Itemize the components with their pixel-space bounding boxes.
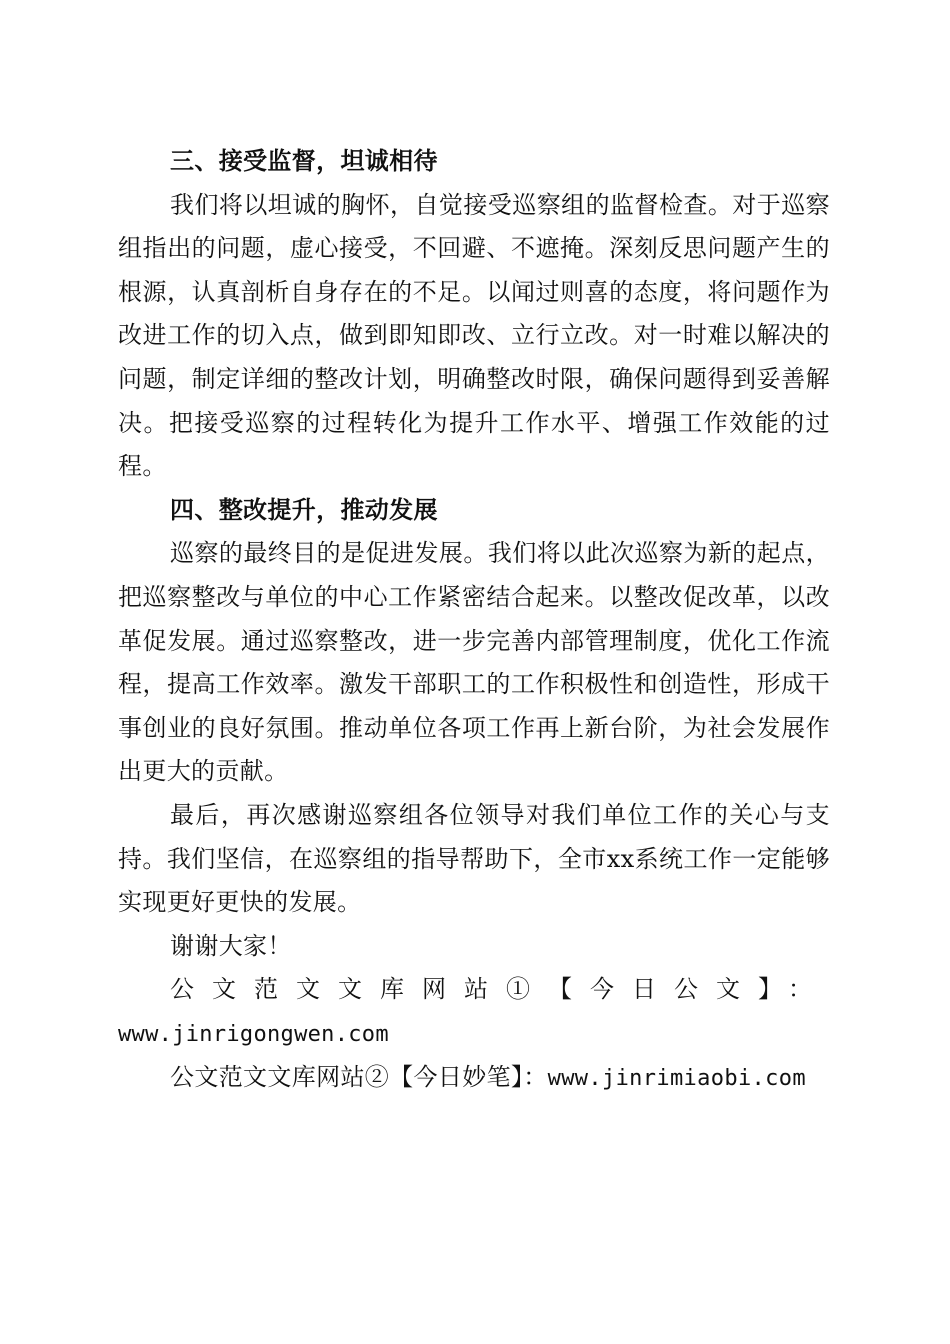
website-url-2[interactable]: www.jinrimiaobi.com <box>547 1066 806 1092</box>
closing-paragraph: 最后，再次感谢巡察组各位领导对我们单位工作的关心与支持。我们坚信，在巡察组的指导帮助下，全市xx系统工作一定能够实现更好更快的发展。 <box>118 800 830 917</box>
thanks-line: 谢谢大家！ <box>170 931 292 960</box>
section-heading-4: 四、整改提升，推动发展 <box>170 495 438 524</box>
section-3-paragraph: 我们将以坦诚的胸怀，自觉接受巡察组的监督检查。对于巡察组指出的问题，虚心接受，不回避、不遮掩。深刻反思问题产生的根源，认真剖析自身存在的不足。以闻过则喜的态度，将问题作为改进工作的切入点，做到即知即改、立行立改。对一时难以解决的问题，制定详细的整改计划，明确整改时限，确保问题得到妥善解决。把接受巡察的过程转化为提升工作水平、增强工作效能的过程。 <box>118 190 830 481</box>
website-label-1: 公文范文文库网站①【今日公文】： <box>170 975 830 1004</box>
website-link-line-1 <box>118 968 830 1056</box>
section-heading-3: 三、接受监督，坦诚相待 <box>170 147 438 175</box>
section-4-paragraph: 巡察的最终目的是促进发展。我们将以此次巡察为新的起点，把巡察整改与单位的中心工作紧密结合起来。以整改促改革，以改革促发展。通过巡察整改，进一步完善内部管理制度，优化工作流程，提高工作效率。激发干部职工的工作积极性和创造性，形成干事创业的良好氛围。推动单位各项工作再上新台阶，为社会发展作出更大的贡献。 <box>118 539 830 786</box>
website-label-2: 公文范文文库网站②【今日妙笔】： <box>170 1063 548 1092</box>
document-body <box>118 140 830 1101</box>
website-link-line-2 <box>118 1056 830 1101</box>
website-url-1[interactable]: www.jinrigongwen.com <box>118 1021 389 1047</box>
